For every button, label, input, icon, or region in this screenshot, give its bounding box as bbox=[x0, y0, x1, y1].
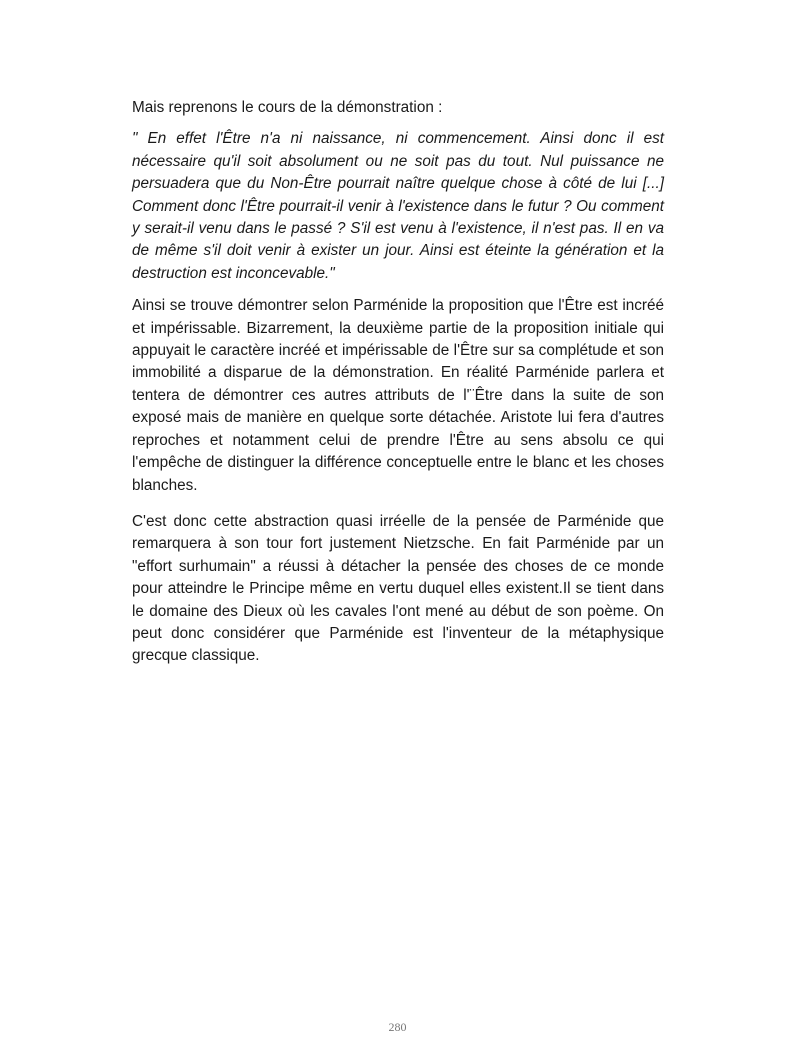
body-text bbox=[132, 97, 664, 682]
parmenides-quote: " En effet l'Être n'a ni naissance, ni commencement. Ainsi donc il est nécessaire qu'il soit absolument ou ne soit pas du tout. Nul puissance ne persuadera que du Non-Être pourrait naître quelque chose à côté de lui [...] Comment donc l'Être pourrait-il venir à l'existence dans le futur ? Ou comment y serait-il venu dans le passé ? S'il est venu à l'existence, il n'est pas. Il en va de même s'il doit venir à exister un jour. Ainsi est éteinte la génération et la destruction est inconcevable." bbox=[132, 130, 664, 282]
paragraph-demonstration: Ainsi se trouve démontrer selon Parménide la proposition que l'Être est incréé et impérissable. Bizarrement, la deuxième partie de la proposition initiale qui appuyait le caractère incréé et impérissable de l'Être sur sa complétude et son immobilité a disparue de la démonstration. En réalité Parménide parlera et tentera de démontrer ces autres attributs de l'¨Être dans la suite de son exposé mais de manière en quelque sorte détachée. Aristote lui fera d'autres reproches et notamment celui de prendre l'Être au sens absolu ce qui l'empêche de distinguer la différence conceptuelle entre le blanc et les choses blanches. bbox=[132, 297, 664, 494]
paragraph-abstraction: C'est donc cette abstraction quasi irréelle de la pensée de Parménide que remarquera à son tour fort justement Nietzsche. En fait Parménide par un "effort surhumain" a réussi à détacher la pensée des choses de ce monde pour atteindre le Principe même en vertu duquel elles existent.Il se tient dans le domaine des Dieux où les cavales l'ont mené au début de son poème. On peut donc considérer que Parménide est l'inventeur de la métaphysique grecque classique. bbox=[132, 512, 664, 665]
page-number: 280 bbox=[388, 1020, 407, 1034]
intro-line: Mais reprenons le cours de la démonstration : bbox=[132, 99, 443, 116]
